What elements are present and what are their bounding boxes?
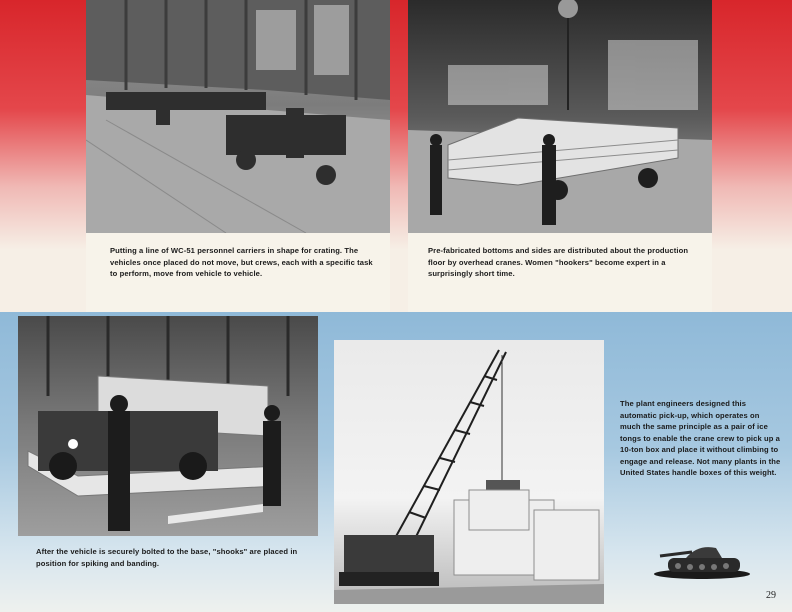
- photo-overhead-crane: [408, 0, 712, 233]
- caption-top-left: Putting a line of WC-51 personnel carriers in shape for crating. The vehicles once placed do not move, but crews, each with a specific task to perform, move from vehicle to vehicle.: [110, 246, 373, 278]
- photo-assembly-line-art: [86, 0, 390, 233]
- photo-vehicle-crating: [18, 316, 318, 536]
- photo-crawler-crane: [334, 340, 604, 604]
- tank-emblem: [652, 536, 752, 580]
- tank-icon: [652, 536, 752, 580]
- photo-assembly-line: [86, 0, 390, 233]
- page-number: 29: [766, 590, 776, 601]
- caption-bottom-left: After the vehicle is securely bolted to the base, "shooks" are placed in position for spiking and banding.: [36, 547, 298, 568]
- caption-bottom-right: The plant engineers designed this automatic pick-up, which operates on much the same principle as a pair of ice tongs to enable the crane crew to pick up a 10-ton box and place it without climbing to engage and release. Not many plants in the United States handle boxes of this weight.: [620, 399, 781, 477]
- photo-crawler-crane-art: [334, 340, 604, 604]
- photo-vehicle-crating-art: [18, 316, 318, 536]
- photo-overhead-crane-art: [408, 0, 712, 233]
- caption-top-right: Pre-fabricated bottoms and sides are distributed about the production floor by overhead cranes. Women "hookers" become expert in a surprisingly short time.: [428, 246, 689, 278]
